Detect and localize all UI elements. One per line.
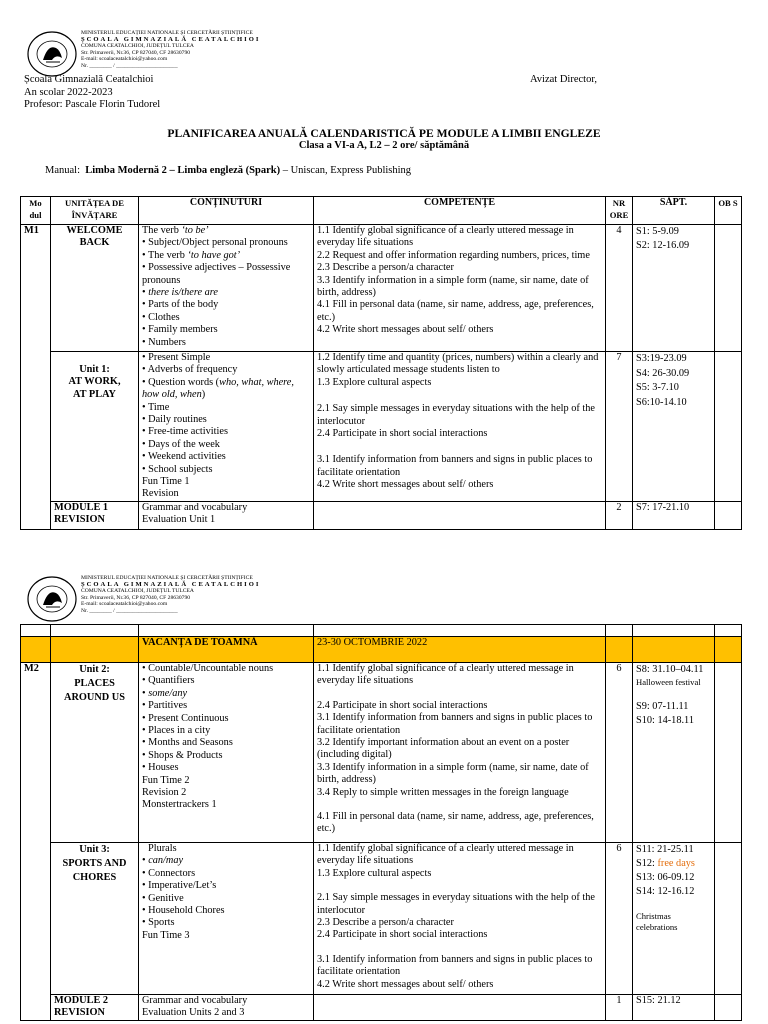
content-item: • Clothes — [142, 311, 180, 323]
unit-line: SPORTS AND — [62, 858, 127, 869]
content-item: • Present Continuous — [142, 712, 229, 724]
manual-label: Manual: — [45, 165, 80, 176]
school-info — [24, 74, 160, 112]
header-competence: COMPETENȚE — [314, 197, 606, 225]
unit-line: REVISION — [54, 514, 105, 526]
email-line: E-mail: scoalaceatalchioi@yahoo.com — [81, 56, 168, 63]
header-obs: OB S — [715, 197, 742, 225]
week-item: S8: 31.10–04.11 — [636, 664, 704, 675]
header-unit: UNITĂȚEA DE ÎNVĂȚARE — [51, 197, 139, 225]
hours-count: 1 — [606, 995, 633, 1021]
content-item: • Genitive — [142, 892, 184, 904]
table-row — [21, 352, 742, 502]
school-letterhead — [26, 30, 326, 80]
competence-item: 2.4 Participate in short social interactions — [317, 428, 488, 440]
competence-item: 3.4 Reply to simple written messages in the foreign language — [317, 786, 569, 798]
content-item: • Daily routines — [142, 414, 207, 426]
table-header-row — [21, 197, 742, 225]
content-item: • Connectors — [142, 867, 196, 879]
week-label: S12: — [636, 858, 655, 869]
competence-list — [314, 843, 606, 995]
competence-list — [314, 225, 606, 352]
week-list — [633, 502, 715, 530]
competence-item: 1.3 Explore cultural aspects — [317, 867, 432, 879]
event-note: Halloween festival — [636, 677, 701, 687]
competence-item: 3.3 Identify information in a simple form (name, sir name, date of birth, address) — [317, 761, 589, 786]
week-item: S13: 06-09.12 — [636, 872, 695, 883]
competence-item: 1.1 Identify global significance of a clearly uttered message in everyday life situations — [317, 663, 574, 687]
header-module: Mo dul — [21, 197, 51, 225]
unit-line: REVISION — [54, 1007, 105, 1019]
content-item: • Sports — [142, 917, 175, 929]
content-item: • Days of the week — [142, 438, 220, 450]
content-list — [139, 352, 314, 502]
content-item: • Partitives — [142, 700, 188, 712]
content-item: • Possessive adjectives – Possessive pronouns — [142, 262, 291, 286]
content-item: Grammar and vocabulary — [142, 502, 248, 513]
unit-line: Unit 2: — [79, 664, 110, 675]
unit-line: AT PLAY — [72, 388, 116, 400]
unit-line: BACK — [79, 237, 110, 249]
unit-line: MODULE 2 — [54, 995, 109, 1006]
vacation-label: VACANȚA DE TOAMNĂ — [139, 637, 314, 663]
module-code: M1 — [21, 225, 51, 530]
content-item: Monstertrackers 1 — [142, 799, 217, 811]
registration-number: Nr. ________ / ______________________ — [81, 62, 178, 69]
free-days-note: free days — [657, 858, 695, 869]
content-item: • Question words (who, what, where, how old, when) — [142, 376, 294, 401]
week-item: S14: 12-16.12 — [636, 886, 695, 897]
content-item: • Present Simple — [142, 352, 211, 363]
week-list — [633, 995, 715, 1021]
content-item: • Houses — [142, 762, 179, 774]
content-item: • Parts of the body — [142, 299, 219, 311]
unit-line: Unit 3: — [79, 844, 110, 855]
manual-book: Limba Modernă 2 – Limba engleză (Spark) — [85, 165, 281, 176]
content-item: • Subject/Object personal pronouns — [142, 237, 288, 249]
competence-item: 3.3 Identify information in a simple form (name, sir name, date of birth, address) — [317, 274, 589, 299]
competence-item: 1.1 Identify global significance of a clearly uttered message in everyday life situations — [317, 225, 574, 249]
content-list — [139, 663, 314, 843]
obs-cell — [715, 843, 742, 995]
commune-line: COMUNA CEATALCHIOI, JUDEȚUL TULCEA — [81, 588, 194, 595]
hours-count: 7 — [606, 352, 633, 502]
address-line: Str. Primaverii, Nr.36, CP 827040, CF 28630790 — [81, 594, 191, 601]
competence-list — [314, 663, 606, 843]
obs-cell — [715, 502, 742, 530]
school-letterhead — [26, 575, 326, 625]
week-list — [633, 843, 715, 995]
commune-line: COMUNA CEATALCHIOI, JUDEȚUL TULCEA — [81, 43, 194, 50]
school-name-caps: ȘCOALA GIMNAZIALĂ CEATALCHIOI — [81, 580, 261, 588]
unit-line: PLACES — [74, 678, 115, 689]
competence-item: 1.1 Identify global significance of a clearly uttered message in everyday life situations — [317, 843, 574, 867]
week-list — [633, 663, 715, 843]
vacation-dates: 23-30 OCTOMBRIE 2022 — [314, 637, 606, 663]
content-item: Evaluation Units 2 and 3 — [142, 1007, 245, 1019]
unit-title — [51, 663, 139, 843]
header-hours: NR ORE — [606, 197, 633, 225]
table-row — [21, 663, 742, 843]
content-item: • Free-time activities — [142, 426, 228, 438]
competence-item: 4.2 Write short messages about self/ others — [317, 324, 494, 336]
competence-item: 2.1 Say simple messages in everyday situations with the help of the interlocutor — [317, 403, 595, 427]
competence-item: 2.4 Participate in short social interactions — [317, 929, 488, 941]
unit-title — [51, 225, 139, 352]
unit-line: CHORES — [72, 872, 117, 883]
competence-item: 1.3 Explore cultural aspects — [317, 376, 432, 388]
content-item: • there is/there are — [142, 287, 218, 299]
content-item: Revision — [142, 488, 179, 500]
week-item: S9: 07-11.11 — [636, 700, 689, 712]
school-name-caps: ȘCOALA GIMNAZIALĂ CEATALCHIOI — [81, 35, 261, 43]
competence-list — [314, 352, 606, 502]
module-code: M2 — [21, 663, 51, 1021]
planning-table-page1 — [20, 196, 742, 530]
obs-cell — [715, 352, 742, 502]
unit-line: AT WORK, — [68, 376, 121, 388]
director-approval: Avizat Director, — [530, 74, 598, 85]
content-item: • Weekend activities — [142, 451, 226, 463]
ministry-line: MINISTERUL EDUCAȚIEI NATIONALE ȘI CERCETĂRII ȘTIINȚIFICE — [81, 30, 253, 36]
content-item: • Places in a city — [142, 725, 211, 737]
unit-line: Unit 1: — [79, 364, 110, 375]
manual-info — [45, 165, 411, 176]
competence-item: 1.2 Identify time and quantity (prices, numbers) within a clearly and slowly articulated message students listen to — [317, 352, 599, 376]
competence-item: 2.2 Request and offer information regarding numbers, prices, time — [317, 249, 590, 261]
table-row — [21, 502, 742, 530]
week-item: S1: 5-9.09 — [636, 226, 679, 237]
unit-title — [51, 352, 139, 502]
school-year: An scolar 2022-2023 — [24, 86, 113, 98]
competence-item: 4.2 Write short messages about self/ others — [317, 479, 494, 491]
school-seal-icon — [26, 30, 78, 78]
competence-item: 3.1 Identify information from banners and signs in public places to facilitate orientation — [317, 953, 593, 978]
teacher-name: Profesor: Pascale Florin Tudorel — [24, 99, 161, 110]
hours-count: 2 — [606, 502, 633, 530]
content-list — [139, 225, 314, 352]
competence-item: 4.2 Write short messages about self/ others — [317, 978, 494, 990]
content-item: The verb ‘to be’ — [142, 225, 209, 236]
week-item: S15: 21.12 — [636, 995, 681, 1006]
content-item: Grammar and vocabulary — [142, 995, 248, 1006]
page-subtitle: Clasa a VI-a A, L2 – 2 ore/ săptămână — [298, 140, 470, 151]
competence-item: 2.1 Say simple messages in everyday situations with the help of the interlocutor — [317, 892, 595, 916]
obs-cell — [715, 995, 742, 1021]
week-item: S10: 14-18.11 — [636, 714, 694, 726]
content-item: Evaluation Unit 1 — [142, 514, 216, 526]
week-item — [636, 857, 711, 871]
content-item: • School subjects — [142, 463, 213, 475]
competence-item: 2.3 Describe a person/a character — [317, 262, 454, 274]
unit-line: AROUND US — [64, 692, 125, 703]
content-item: • Shops & Products — [142, 749, 223, 761]
content-item: Plurals — [148, 843, 177, 854]
content-item: • Adverbs of frequency — [142, 364, 238, 376]
registration-number: Nr. ________ / ______________________ — [81, 607, 178, 614]
content-item: Fun Time 2 — [142, 774, 190, 786]
unit-line: WELCOME — [66, 225, 123, 236]
competence-item: 3.1 Identify information from banners and signs in public places to facilitate orientation — [317, 712, 593, 736]
table-row — [21, 843, 742, 995]
content-item: Fun Time 3 — [142, 929, 190, 941]
table-header-row — [21, 625, 742, 637]
content-item: • Quantifiers — [142, 675, 195, 687]
competence-item: 2.4 Participate in short social interactions — [317, 699, 488, 711]
hours-count: 4 — [606, 225, 633, 352]
unit-title — [51, 502, 139, 530]
planning-table-page2 — [20, 624, 742, 1021]
table-row — [21, 995, 742, 1021]
content-item: Fun Time 1 — [142, 476, 190, 488]
content-list — [139, 843, 314, 995]
vacation-row — [21, 637, 742, 663]
unit-title — [51, 995, 139, 1021]
competence-item: 3.1 Identify information from banners and signs in public places to facilitate orientation — [317, 454, 593, 478]
week-item: S11: 21-25.11 — [636, 844, 694, 855]
week-item: S4: 26-30.09 — [636, 367, 690, 379]
content-item: • can/may — [142, 855, 184, 867]
content-list — [139, 502, 314, 530]
event-note: Christmas celebrations — [636, 911, 678, 932]
competence-item: 4.1 Fill in personal data (name, sir name, address, age, preferences, etc.) — [317, 299, 594, 323]
content-item: • Imperative/Let’s — [142, 880, 217, 892]
page-title: PLANIFICAREA ANUALĂ CALENDARISTICĂ PE MODULE A LIMBII ENGLEZE — [167, 127, 601, 140]
obs-cell — [715, 225, 742, 352]
manual-publisher: – Uniscan, Express Publishing — [282, 165, 412, 176]
table-row — [21, 225, 742, 352]
content-item: • Numbers — [142, 336, 186, 348]
content-item: • Family members — [142, 324, 218, 336]
competence-list — [314, 502, 606, 530]
week-item: S5: 3-7.10 — [636, 382, 679, 393]
content-item: Revision 2 — [142, 787, 187, 799]
content-item: • Household Chores — [142, 905, 225, 917]
ministry-line: MINISTERUL EDUCAȚIEI NATIONALE ȘI CERCETĂRII ȘTIINȚIFICE — [81, 575, 253, 581]
competence-list — [314, 995, 606, 1021]
header-week: SĂPT. — [633, 197, 715, 225]
address-line: Str. Primaverii, Nr.36, CP 827040, CF 28630790 — [81, 49, 191, 56]
obs-cell — [715, 663, 742, 843]
school-seal-icon — [26, 575, 78, 623]
content-list — [139, 995, 314, 1021]
week-item: S3:19-23.09 — [636, 353, 687, 364]
hours-count: 6 — [606, 843, 633, 995]
content-item: • some/any — [142, 687, 188, 699]
content-item: • The verb ‘to have got’ — [142, 249, 241, 261]
competence-item: 4.1 Fill in personal data (name, sir name, address, age, preferences, etc.) — [317, 811, 594, 835]
week-item: S2: 12-16.09 — [636, 240, 690, 251]
competence-item: 3.2 Identify important information about an event on a poster (including digital) — [317, 737, 570, 761]
competence-item: 2.3 Describe a person/a character — [317, 917, 454, 929]
header-content: CONȚINUTURI — [139, 197, 314, 225]
unit-title — [51, 843, 139, 995]
hours-count: 6 — [606, 663, 633, 843]
content-item: • Countable/Uncountable nouns — [142, 663, 274, 674]
week-item: S7: 17-21.10 — [636, 502, 690, 513]
school-name: Școala Gimnazială Ceatalchioi — [24, 74, 154, 85]
content-item: • Time — [142, 401, 170, 413]
unit-line: MODULE 1 — [54, 502, 109, 513]
email-line: E-mail: scoalaceatalchioi@yahoo.com — [81, 601, 168, 608]
week-list — [633, 225, 715, 352]
week-item: S6:10-14.10 — [636, 396, 687, 408]
week-list — [633, 352, 715, 502]
content-item: • Months and Seasons — [142, 737, 233, 749]
